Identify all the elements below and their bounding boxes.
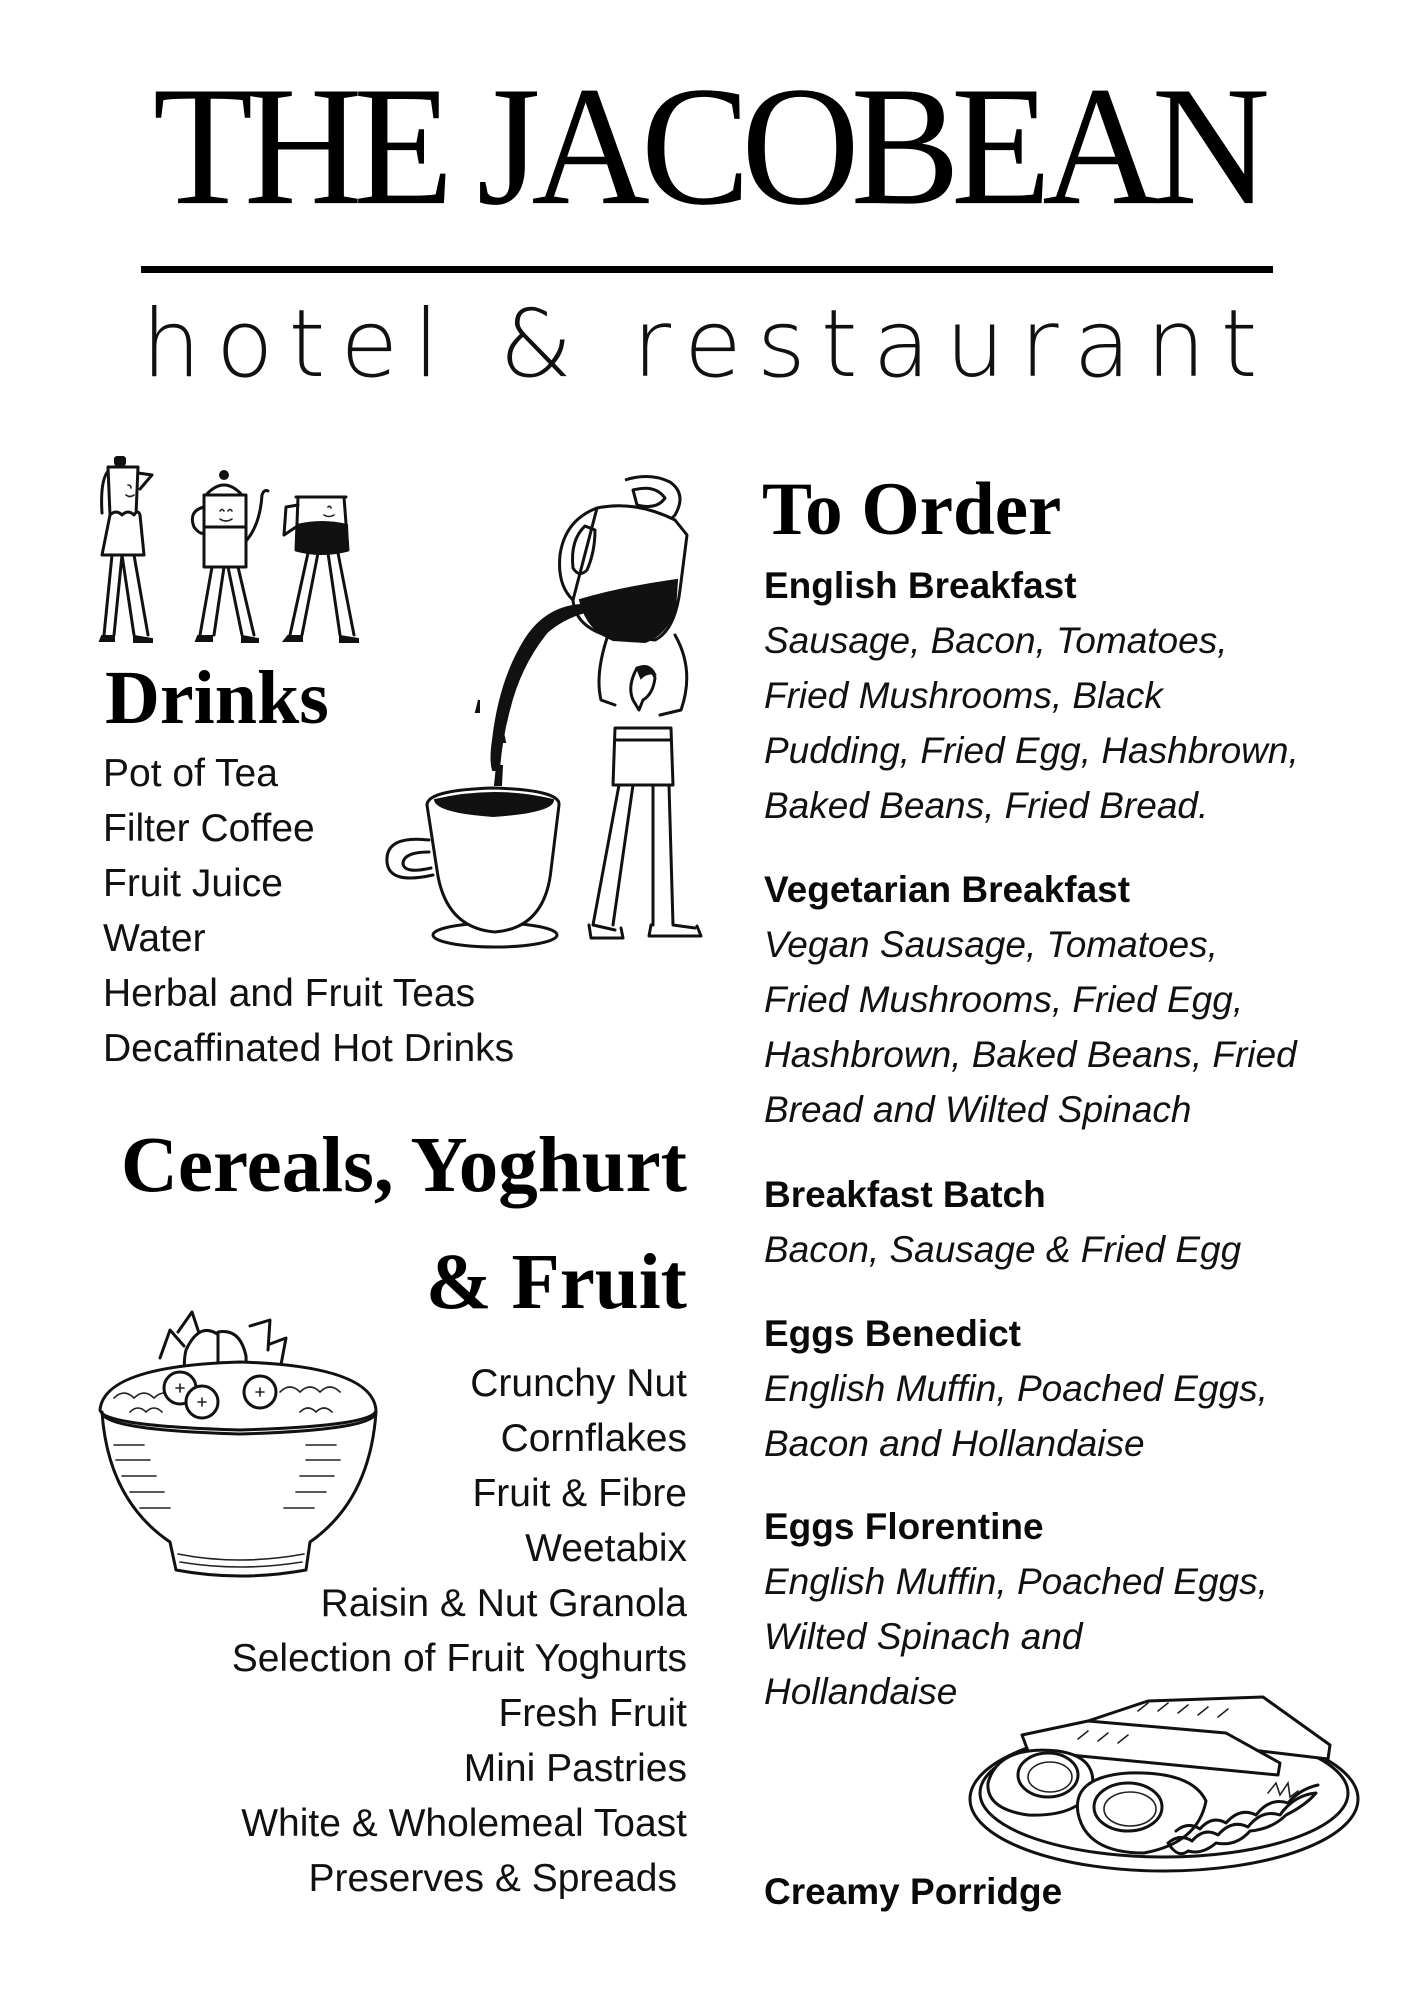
dish-creamy-porridge	[764, 1864, 1062, 1919]
drinks-item: Filter Coffee	[103, 807, 315, 850]
cereals-heading-line1: Cereals, Yoghurt	[120, 1122, 687, 1209]
cereals-item: Fresh Fruit	[498, 1692, 687, 1735]
cereals-item: Raisin & Nut Granola	[320, 1582, 687, 1625]
header-divider	[141, 266, 1273, 273]
dish-name: Vegetarian Breakfast	[764, 869, 1131, 910]
drinks-item: Fruit Juice	[103, 862, 283, 905]
drinks-item: Decaffinated Hot Drinks	[103, 1027, 515, 1070]
cereals-item: Mini Pastries	[463, 1747, 687, 1790]
to-order-heading: To Order	[762, 468, 1062, 551]
cereals-heading-line2: & Fruit	[425, 1239, 687, 1326]
drinks-item: Pot of Tea	[103, 752, 278, 795]
dish-name: English Breakfast	[764, 565, 1077, 606]
drinks-heading: Drinks	[105, 656, 329, 740]
dish-description: Vegan Sausage, Tomatoes, Fried Mushrooms, Fried Egg, Hashbrown, Baked Beans, Fried Bread and Wilted Spinach	[764, 924, 1297, 1130]
dish-eggs-benedict	[764, 1306, 1268, 1471]
dish-breakfast-batch	[764, 1167, 1241, 1277]
cereals-item: Weetabix	[525, 1527, 687, 1570]
brand-subtitle: hotel & restaurant	[141, 290, 1273, 399]
fried-breakfast-plate-illustration	[968, 1693, 1364, 1875]
man-pouring-coffee-illustration	[375, 460, 715, 960]
cereals-item: White & Wholemeal Toast	[241, 1802, 687, 1845]
dish-description: English Muffin, Poached Eggs, Bacon and Hollandaise	[764, 1368, 1268, 1464]
dish-english-breakfast	[764, 558, 1299, 833]
cereals-item: Crunchy Nut	[470, 1362, 687, 1405]
dish-eggs-florentine	[764, 1499, 1268, 1719]
dish-name: Creamy Porridge	[764, 1871, 1063, 1912]
dish-name: Breakfast Batch	[764, 1174, 1046, 1215]
drinks-item: Herbal and Fruit Teas	[103, 972, 476, 1015]
drinks-item: Water	[103, 917, 206, 960]
cereals-item: Selection of Fruit Yoghurts	[231, 1637, 687, 1680]
walking-coffee-pots-illustration	[100, 455, 372, 647]
dish-description: Sausage, Bacon, Tomatoes, Fried Mushrooms, Black Pudding, Fried Egg, Hashbrown, Baked Beans, Fried Bread.	[764, 620, 1299, 826]
dish-name: Eggs Benedict	[764, 1313, 1021, 1354]
cereals-item: Fruit & Fibre	[472, 1472, 687, 1515]
dish-description: English Muffin, Poached Eggs, Wilted Spinach and Hollandaise	[764, 1561, 1268, 1712]
dish-vegetarian-breakfast	[764, 862, 1297, 1137]
cereals-list	[105, 1356, 687, 1906]
dish-name: Eggs Florentine	[764, 1506, 1044, 1547]
cereals-item: Cornflakes	[500, 1417, 687, 1460]
brand-title: THE JACOBEAN	[152, 52, 1262, 241]
cereals-item: Preserves & Spreads	[308, 1857, 677, 1900]
dish-description: Bacon, Sausage & Fried Egg	[764, 1229, 1242, 1270]
